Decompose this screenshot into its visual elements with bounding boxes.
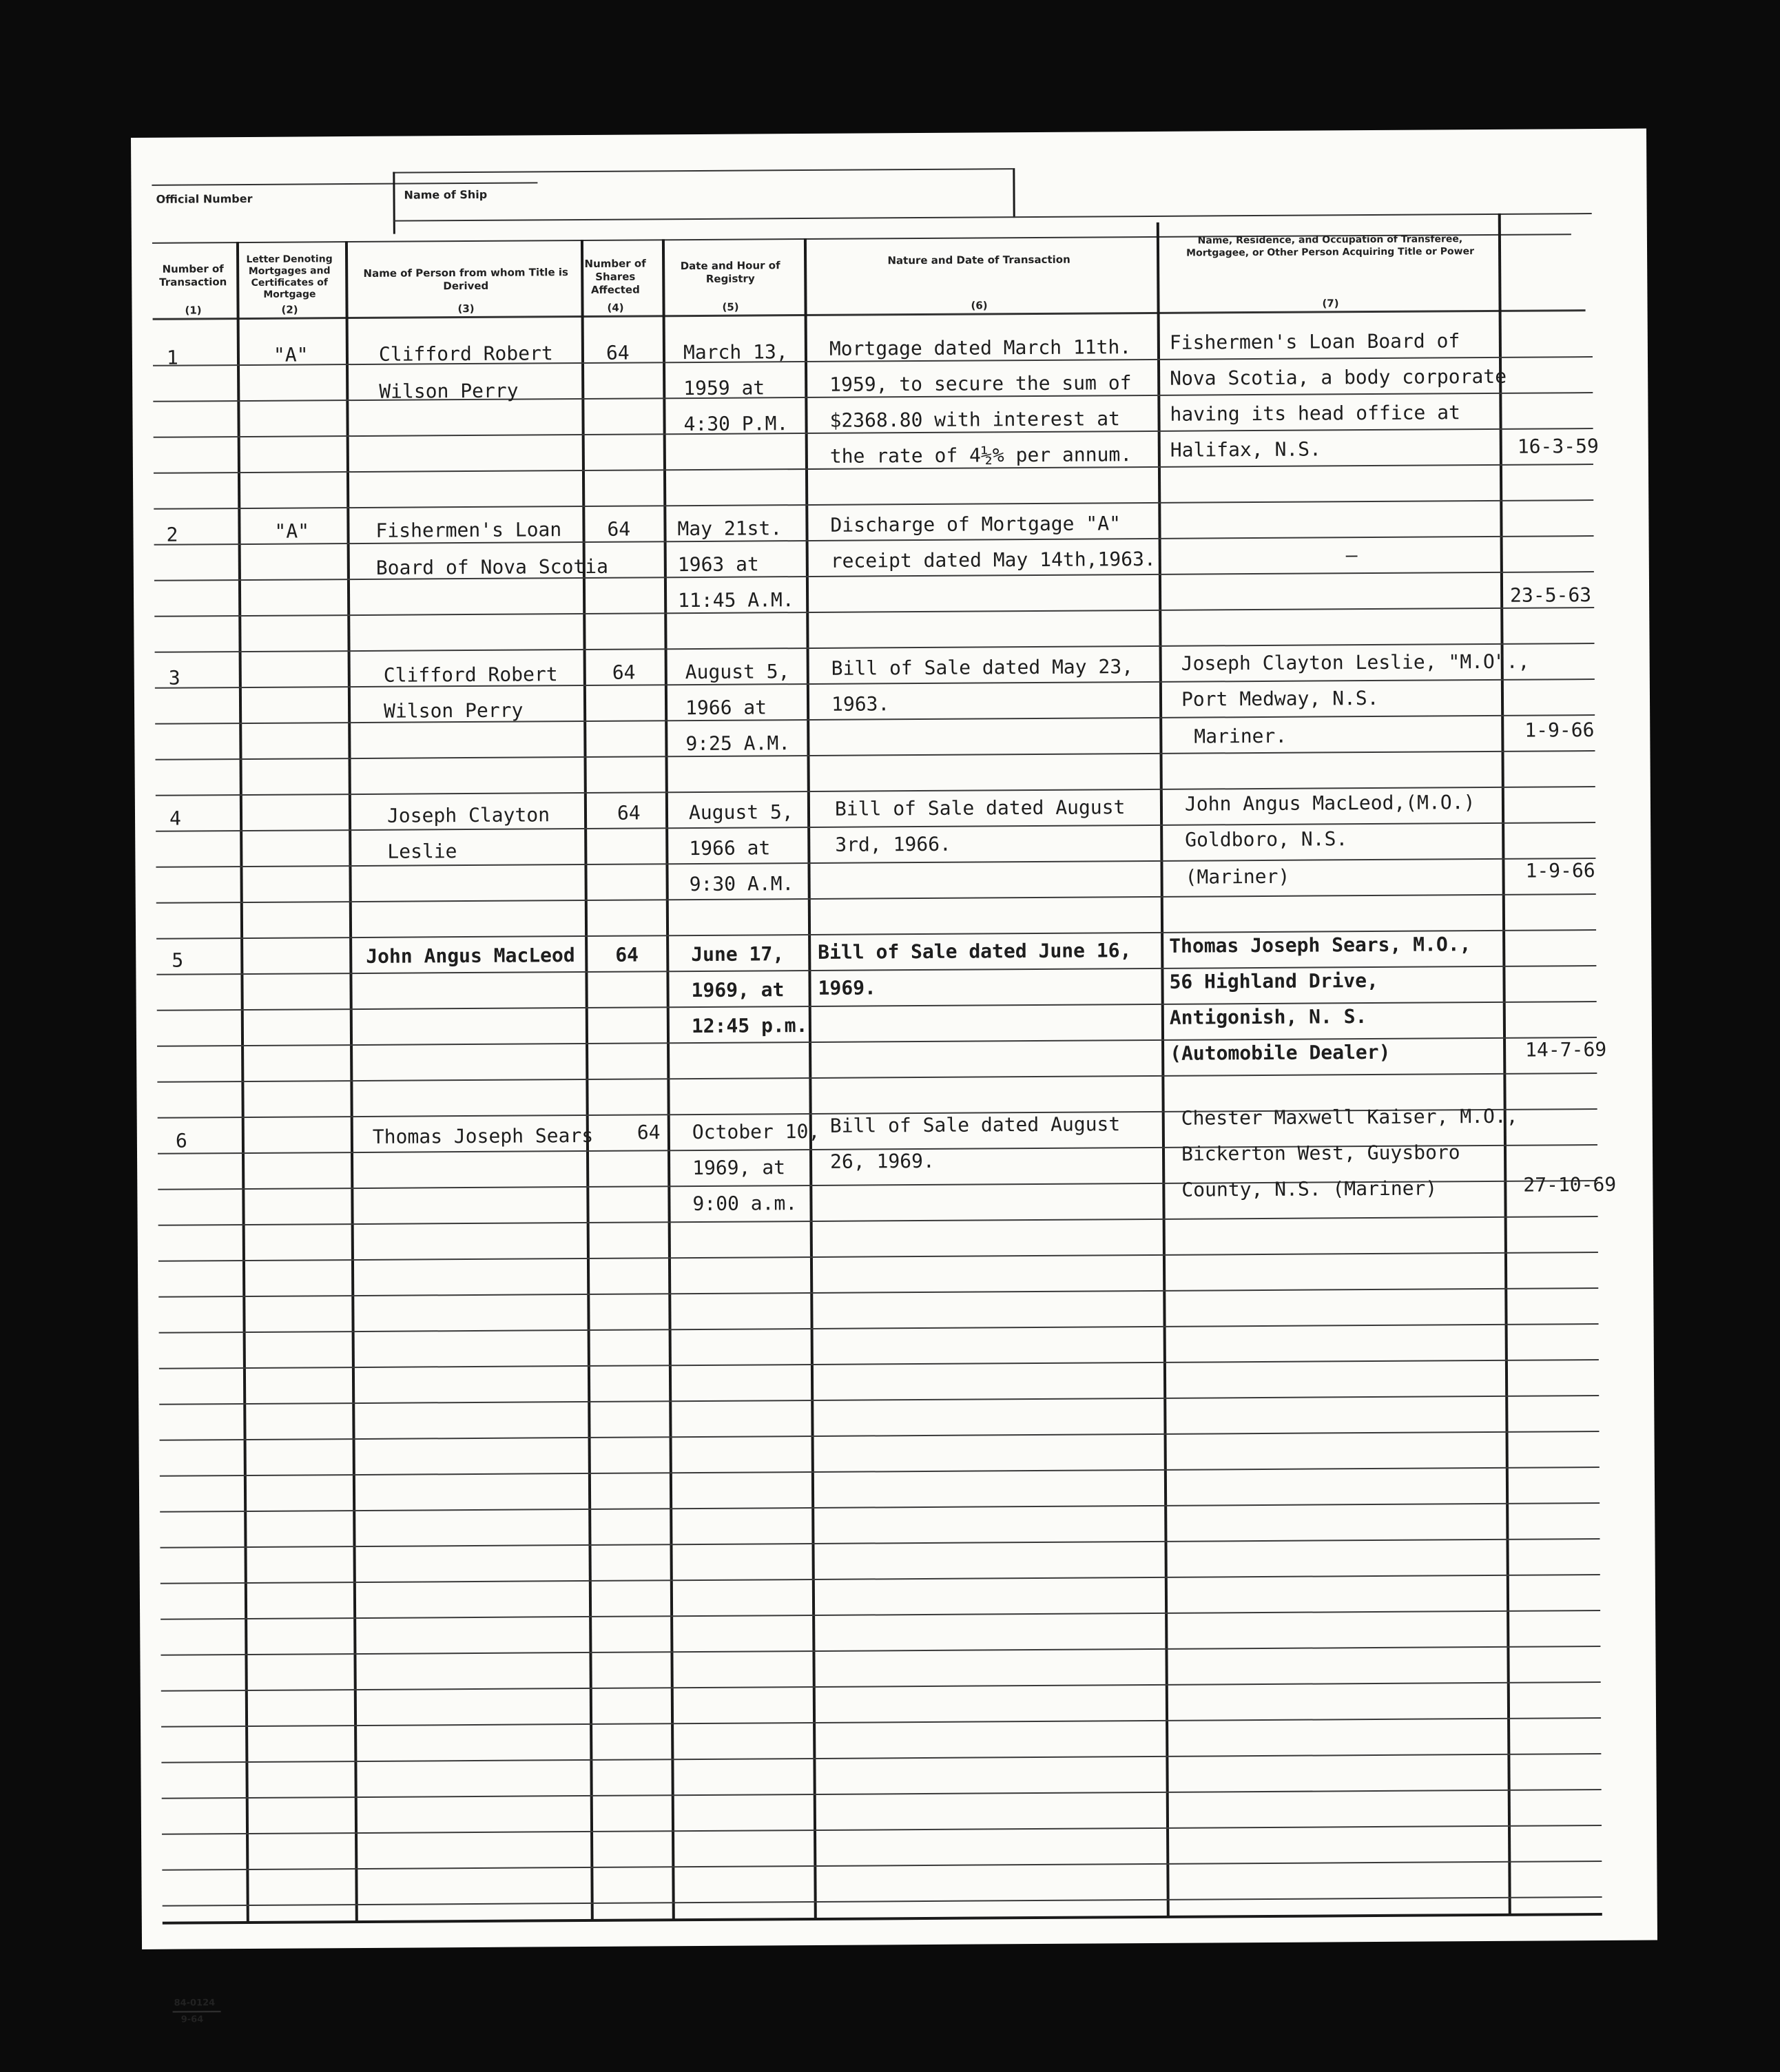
ruled-line bbox=[159, 1323, 1599, 1334]
entry-2-nature-line2: receipt dated May 14th,1963. bbox=[830, 547, 1156, 572]
entry-6-transferee-line1: Chester Maxwell Kaiser, M.O., bbox=[1181, 1104, 1518, 1130]
ruled-line bbox=[154, 499, 1593, 510]
entry-3-registry-line2: 1966 at bbox=[685, 696, 767, 720]
entry-1-transferee-line2: Nova Scotia, a body corporate bbox=[1170, 364, 1507, 390]
ruled-line bbox=[158, 1287, 1598, 1298]
ruled-line bbox=[157, 1073, 1597, 1083]
entry-2-margin-date: 23-5-63 bbox=[1509, 583, 1592, 607]
entry-4-transferee-line1: John Angus MacLeod,(M.O.) bbox=[1184, 791, 1476, 816]
entry-3-nature-line2: 1963. bbox=[831, 692, 890, 716]
ruled-line bbox=[161, 1574, 1600, 1584]
entry-5-number: 5 bbox=[172, 949, 184, 972]
entry-5-from-line1: John Angus MacLeod bbox=[366, 944, 575, 968]
entry-2-nature-line1: Discharge of Mortgage "A" bbox=[830, 512, 1121, 537]
ruled-line bbox=[161, 1610, 1600, 1620]
entry-1-number: 1 bbox=[166, 346, 178, 369]
entry-1-registry-line1: March 13, bbox=[683, 340, 788, 364]
entry-5-registry-line3: 12:45 p.m. bbox=[691, 1014, 808, 1038]
col-divider bbox=[1498, 214, 1511, 1915]
header-rule bbox=[393, 168, 1013, 173]
entry-4-nature-line1: Bill of Sale dated August bbox=[834, 796, 1126, 820]
entry-1-registry-line2: 1959 at bbox=[683, 376, 765, 400]
entry-1-margin-date: 16-3-59 bbox=[1517, 434, 1599, 458]
col-number-4: (4) bbox=[607, 301, 624, 314]
col-number-2: (2) bbox=[281, 303, 298, 316]
col-number-6: (6) bbox=[971, 299, 988, 312]
entry-1-nature-line2: 1959, to secure the sum of bbox=[829, 371, 1132, 396]
entry-3-number: 3 bbox=[168, 666, 180, 690]
ruled-line bbox=[154, 607, 1594, 617]
entry-1-nature-line1: Mortgage dated March 11th. bbox=[829, 335, 1132, 360]
entry-6-registry-line3: 9:00 a.m. bbox=[692, 1192, 798, 1216]
entry-2-from-line2: Board of Nova Scotia bbox=[375, 555, 609, 579]
entry-6-shares: 64 bbox=[637, 1121, 661, 1144]
entry-4-number: 4 bbox=[169, 807, 181, 830]
col-header-5: Date and Hour of Registry bbox=[680, 259, 780, 285]
entry-1-from-line1: Clifford Robert bbox=[378, 342, 553, 366]
form-code: 84-0124 bbox=[174, 1998, 216, 2009]
entry-6-transferee-line3: County, N.S. (Mariner) bbox=[1181, 1177, 1438, 1201]
ruled-line bbox=[161, 1717, 1601, 1728]
entry-1-shares: 64 bbox=[606, 341, 630, 364]
entry-3-transferee-line1: Joseph Clayton Leslie, "M.O"., bbox=[1181, 650, 1530, 675]
entry-3-from-line1: Clifford Robert bbox=[383, 663, 558, 687]
entry-5-registry-line1: June 17, bbox=[691, 942, 785, 966]
entry-6-nature-line1: Bill of Sale dated August bbox=[829, 1112, 1121, 1137]
entry-6-nature-line2: 26, 1969. bbox=[829, 1149, 935, 1173]
official-number-label: Official Number bbox=[156, 191, 253, 206]
entry-2-transferee-line1: — bbox=[1345, 543, 1358, 567]
col-header-1: Number of Transaction bbox=[159, 262, 227, 289]
entry-5-nature-line2: 1969. bbox=[818, 976, 876, 999]
col-header-7: Name, Residence, and Occupation of Transferee, Mortgagee, or Other Person Acquiring Title or Power bbox=[1186, 234, 1474, 259]
entry-3-registry-line1: August 5, bbox=[685, 660, 790, 684]
col-header-4: Number of Shares Affected bbox=[584, 257, 646, 296]
entry-3-transferee-line3: Mariner. bbox=[1194, 724, 1287, 748]
entry-6-margin-date: 27-10-69 bbox=[1523, 1172, 1617, 1196]
entry-1-transferee-line4: Halifax, N.S. bbox=[1170, 437, 1322, 462]
ruled-line bbox=[161, 1753, 1601, 1763]
ruled-line bbox=[154, 535, 1594, 546]
entry-3-from-line2: Wilson Perry bbox=[383, 698, 524, 723]
entry-6-transferee-line2: Bickerton West, Guysboro bbox=[1181, 1141, 1460, 1166]
ruled-line bbox=[162, 1861, 1602, 1871]
entry-3-shares: 64 bbox=[612, 661, 636, 684]
ruled-line bbox=[159, 1359, 1599, 1369]
entry-1-nature-line3: $2368.80 with interest at bbox=[829, 407, 1121, 432]
table-bottom-rule bbox=[163, 1913, 1602, 1925]
entry-5-shares: 64 bbox=[615, 943, 639, 966]
entry-4-registry-line1: August 5, bbox=[688, 800, 794, 825]
entry-6-registry-line2: 1969, at bbox=[692, 1156, 786, 1180]
entry-4-margin-date: 1-9-66 bbox=[1525, 859, 1595, 882]
entry-3-transferee-line2: Port Medway, N.S. bbox=[1181, 686, 1379, 711]
register-page bbox=[131, 129, 1657, 2025]
col-divider bbox=[1157, 222, 1170, 1917]
col-header-2: Letter Denoting Mortgages and Certificates of Mortgage bbox=[246, 253, 333, 300]
entry-4-nature-line2: 3rd, 1966. bbox=[835, 832, 951, 856]
entry-1-registry-line3: 4:30 P.M. bbox=[683, 412, 789, 436]
entry-4-transferee-line3: (Mariner) bbox=[1185, 864, 1290, 889]
ruled-line bbox=[160, 1538, 1600, 1548]
col-number-3: (3) bbox=[457, 302, 475, 315]
entry-5-transferee-line1: Thomas Joseph Sears, M.O., bbox=[1169, 933, 1471, 957]
col-number-5: (5) bbox=[722, 300, 739, 313]
entry-3-nature-line1: Bill of Sale dated May 23, bbox=[831, 655, 1134, 680]
header-rule bbox=[393, 213, 1592, 222]
entry-4-from-line1: Joseph Clayton bbox=[386, 803, 550, 827]
entry-2-number: 2 bbox=[166, 523, 178, 546]
entry-2-letter: "A" bbox=[274, 519, 310, 543]
form-number-rule bbox=[173, 2011, 221, 2012]
col-number-7: (7) bbox=[1322, 297, 1339, 310]
entry-2-registry-line2: 1963 at bbox=[677, 552, 759, 577]
col-number-1: (1) bbox=[185, 304, 202, 317]
ship-name-label: Name of Ship bbox=[404, 187, 488, 202]
entry-1-nature-line4: the rate of 4½% per annum. bbox=[829, 443, 1132, 468]
entry-3-margin-date: 1-9-66 bbox=[1524, 718, 1595, 742]
ruled-line bbox=[162, 1789, 1602, 1799]
ruled-line bbox=[158, 1252, 1598, 1262]
ruled-line bbox=[155, 714, 1595, 725]
entry-1-transferee-line1: Fishermen's Loan Board of bbox=[1169, 329, 1460, 354]
entry-4-registry-line3: 9:30 A.M. bbox=[689, 872, 794, 896]
entry-1-letter: "A" bbox=[273, 343, 309, 366]
header-divider bbox=[1013, 168, 1015, 218]
entry-2-registry-line1: May 21st. bbox=[677, 517, 783, 541]
ruled-line bbox=[156, 750, 1595, 760]
entry-4-transferee-line2: Goldboro, N.S. bbox=[1185, 827, 1348, 851]
entry-5-transferee-line2: 56 Highland Drive, bbox=[1169, 968, 1379, 993]
entry-6-from-line1: Thomas Joseph Sears bbox=[372, 1123, 594, 1148]
col-header-3: Name of Person from whom Title is Derived bbox=[363, 266, 568, 293]
entry-6-number: 6 bbox=[175, 1129, 187, 1152]
ruled-line bbox=[163, 1896, 1602, 1907]
entry-2-from-line1: Fishermen's Loan bbox=[375, 518, 562, 542]
ruled-line bbox=[161, 1681, 1601, 1692]
ruled-line bbox=[156, 858, 1595, 868]
ruled-line bbox=[154, 571, 1594, 581]
col-header-6: Nature and Date of Transaction bbox=[887, 253, 1070, 267]
ruled-line bbox=[160, 1431, 1600, 1441]
ruled-line bbox=[157, 1001, 1597, 1011]
entry-4-registry-line2: 1966 at bbox=[689, 836, 771, 860]
entry-5-nature-line1: Bill of Sale dated June 16, bbox=[818, 939, 1132, 964]
entry-5-registry-line2: 1969, at bbox=[691, 978, 785, 1002]
form-date: 9-64 bbox=[180, 2014, 204, 2025]
header-rule bbox=[152, 182, 537, 185]
entry-5-margin-date: 14-7-69 bbox=[1525, 1037, 1607, 1061]
entry-1-transferee-line3: having its head office at bbox=[1170, 401, 1461, 426]
ruled-line bbox=[156, 893, 1596, 904]
ruled-lines bbox=[131, 129, 1646, 138]
header-divider bbox=[393, 172, 395, 234]
ruled-line bbox=[160, 1502, 1600, 1513]
ruled-line bbox=[161, 1646, 1600, 1656]
entry-4-from-line2: Leslie bbox=[387, 840, 457, 863]
entry-2-registry-line3: 11:45 A.M. bbox=[678, 588, 794, 612]
entry-4-shares: 64 bbox=[617, 801, 641, 825]
entry-3-registry-line3: 9:25 A.M. bbox=[685, 732, 791, 756]
ruled-line bbox=[162, 1825, 1602, 1835]
entry-1-from-line2: Wilson Perry bbox=[379, 379, 519, 403]
ruled-line bbox=[156, 822, 1595, 832]
entry-5-transferee-line3: Antigonish, N. S. bbox=[1169, 1005, 1367, 1029]
entry-5-transferee-line4: (Automobile Dealer) bbox=[1170, 1040, 1391, 1065]
ruled-line bbox=[160, 1467, 1600, 1477]
entry-2-shares: 64 bbox=[607, 517, 631, 541]
ruled-line bbox=[158, 1216, 1598, 1226]
ruled-line bbox=[159, 1395, 1599, 1405]
entry-6-registry-line1: October 10, bbox=[692, 1119, 820, 1144]
